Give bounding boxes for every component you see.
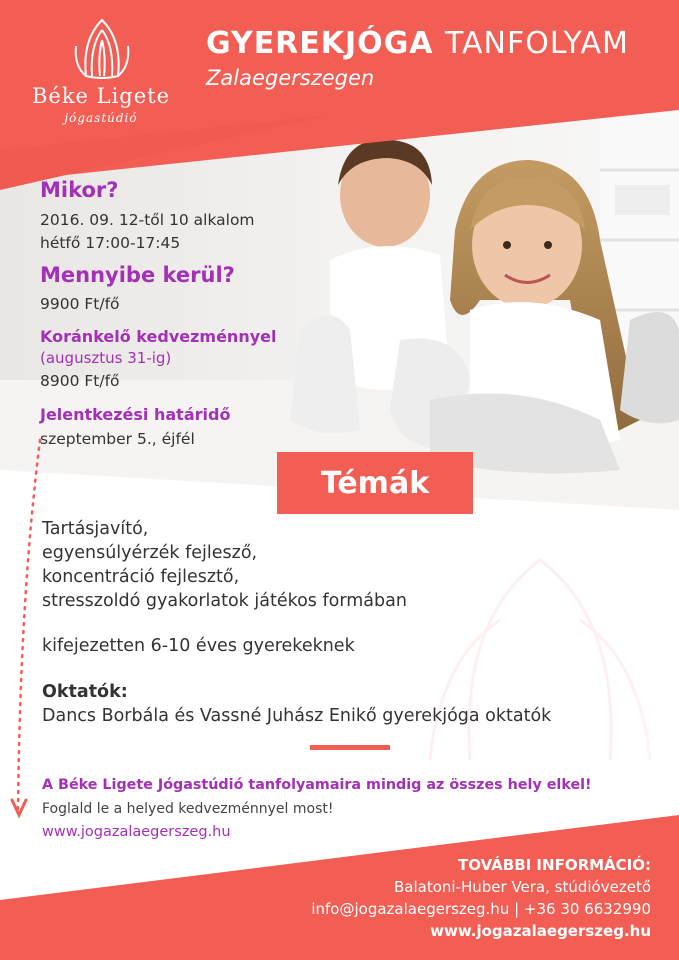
lotus-icon: [70, 16, 134, 82]
early-heading: Koránkelő kedvezménnyel: [40, 327, 277, 346]
topics-heading: Témák: [277, 452, 473, 514]
when-heading: Mikor?: [40, 178, 119, 202]
topic-item: Tartásjavító,: [42, 519, 149, 539]
brand-tagline: jógastúdió: [64, 111, 138, 125]
contact-person: Balatoni-Huber Vera, stúdióvezető: [393, 878, 651, 896]
instructors-heading: Oktatók:: [42, 682, 128, 702]
divider: [310, 745, 390, 750]
early-until: (augusztus 31-ig): [40, 349, 172, 367]
audience: kifejezetten 6-10 éves gyerekeknek: [42, 636, 355, 656]
deadline: szeptember 5., éjfél: [40, 430, 195, 448]
promo-link[interactable]: www.jogazalaegerszeg.hu: [42, 824, 231, 840]
price: 9900 Ft/fő: [40, 295, 120, 313]
instructors: Dancs Borbála és Vassné Juhász Enikő gyerekjóga oktatók: [42, 706, 552, 726]
promo-cta: Foglald le a helyed kedvezménnyel most!: [42, 801, 334, 817]
promo-headline: A Béke Ligete Jógastúdió tanfolyamaira mindig az összes hely elkel!: [42, 777, 592, 793]
price-heading: Mennyibe kerül?: [40, 263, 235, 287]
when-line1: 2016. 09. 12-től 10 alkalom: [40, 211, 255, 229]
poster-subtitle: Zalaegerszegen: [206, 66, 375, 90]
contact-website[interactable]: www.jogazalaegerszeg.hu: [430, 922, 651, 940]
topic-item: koncentráció fejlesztő,: [42, 567, 240, 587]
deadline-heading: Jelentkezési határidő: [40, 405, 231, 424]
brand-name: Béke Ligete: [31, 84, 171, 108]
early-price: 8900 Ft/fő: [40, 372, 120, 390]
contact-email-phone[interactable]: info@jogazalaegerszeg.hu | +36 30 6632990: [311, 900, 651, 918]
topic-item: stresszoldó gyakorlatok játékos formában: [42, 591, 407, 611]
poster-title: [206, 26, 629, 61]
title-light: TANFOLYAM: [444, 26, 629, 61]
topic-item: egyensúlyérzék fejlesző,: [42, 543, 258, 563]
contact-heading: TOVÁBBI INFORMÁCIÓ:: [457, 856, 651, 874]
when-line2: hétfő 17:00-17:45: [40, 234, 181, 252]
title-bold: GYEREKJÓGA: [206, 26, 434, 61]
